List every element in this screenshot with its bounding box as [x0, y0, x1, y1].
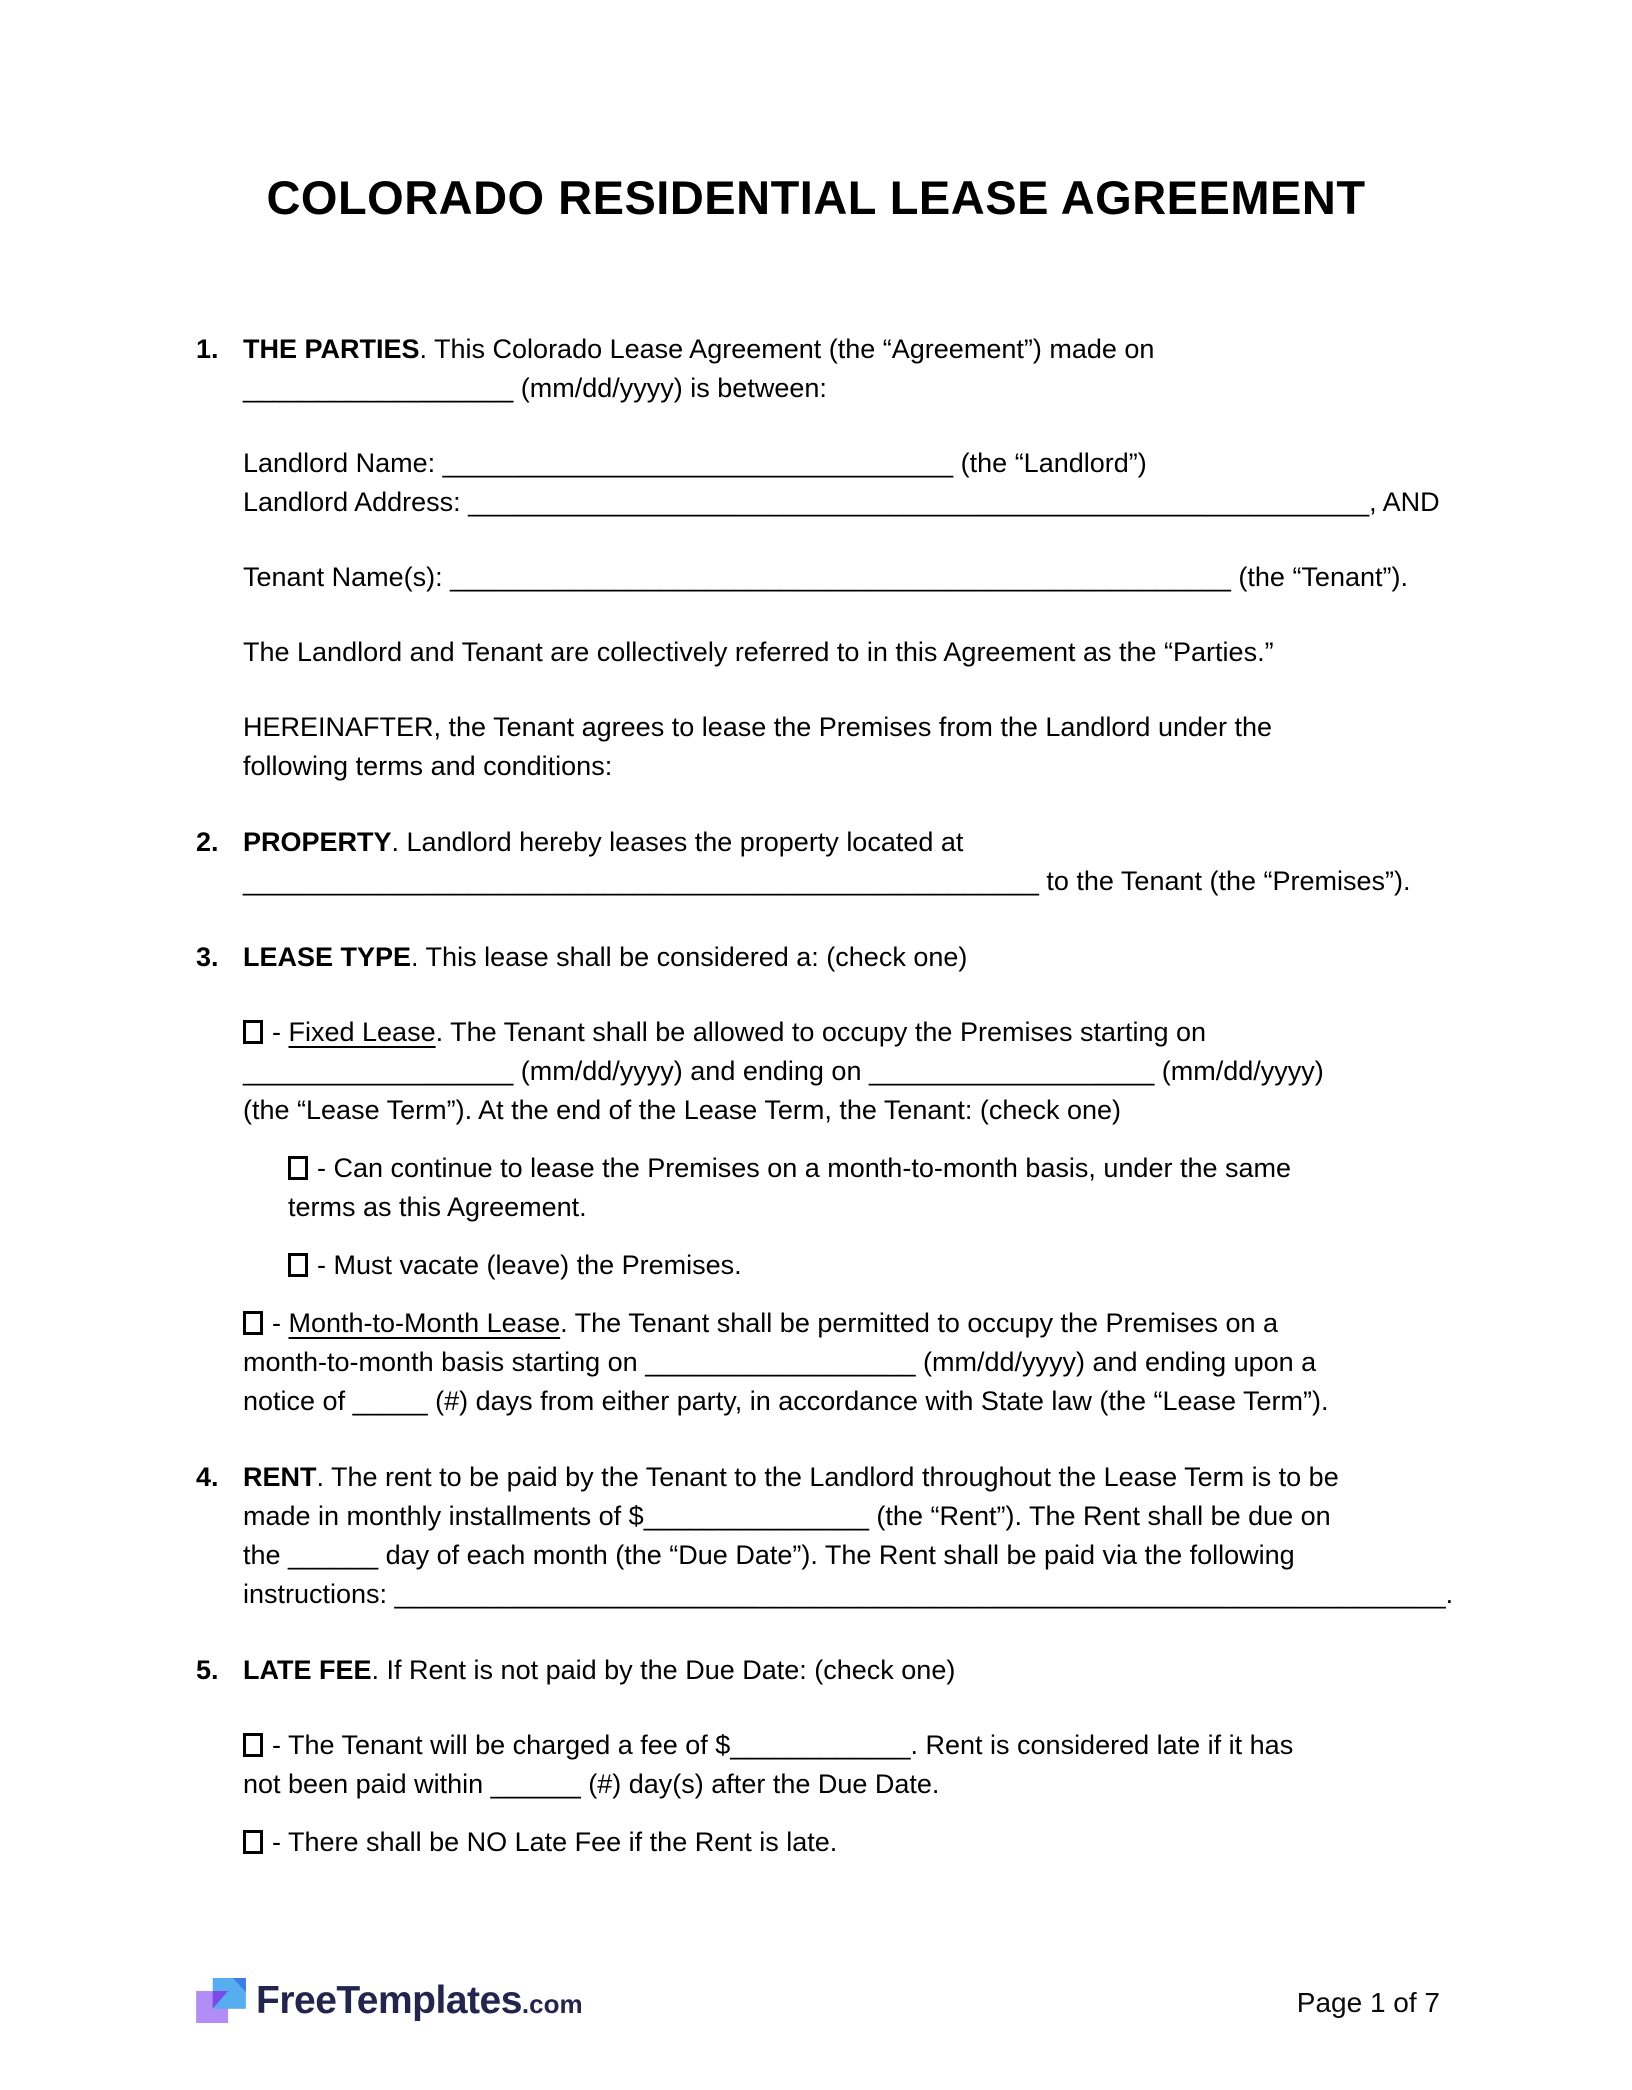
section-number: 3. [196, 942, 219, 972]
lease-type-intro-text: . This lease shall be considered a: (check one) [411, 942, 968, 972]
parties-date-blank: __________________ (mm/dd/yyyy) is between: [243, 373, 827, 403]
parties-intro-line [243, 330, 1440, 369]
section-number: 1. [196, 334, 219, 364]
option-continue-text: - Can continue to lease the Premises on a month-to-month basis, under the same [317, 1153, 1292, 1183]
section-rent [196, 1458, 1454, 1614]
lease-type-intro-line [243, 938, 1436, 977]
checkbox-month-to-month-lease[interactable] [243, 1311, 263, 1335]
dash: - [272, 1308, 289, 1338]
section-property [196, 823, 1436, 901]
option-continue-line-2: terms as this Agreement. [288, 1192, 587, 1222]
month-to-month-line-3: notice of _____ (#) days from either party, in accordance with State law (the “Lease Term”). [243, 1386, 1329, 1416]
late-fee-charged-text: - The Tenant will be charged a fee of $____________. Rent is considered late if it has [272, 1730, 1294, 1760]
document-body [0, 330, 1632, 1862]
late-fee-intro-text: . If Rent is not paid by the Due Date: (check one) [371, 1655, 956, 1685]
month-to-month-option [243, 1304, 1436, 1343]
property-intro-text: . Landlord hereby leases the property located at [391, 827, 964, 857]
tenant-name-blank: Tenant Name(s): ____________________________________________________ (the “Tenant”). [243, 562, 1408, 592]
page-footer [196, 1972, 1440, 2027]
rent-instructions-blank: instructions: ______________________________________________________________________. [243, 1579, 1454, 1609]
landlord-address-blank: Landlord Address: ____________________________________________________________, AND [243, 487, 1440, 517]
fixed-lease-text: . The Tenant shall be allowed to occupy the Premises starting on [435, 1017, 1207, 1047]
checkbox-no-late-fee[interactable] [243, 1830, 263, 1854]
rent-amount-blank: made in monthly installments of $_______________ (the “Rent”). The Rent shall be due on [243, 1501, 1331, 1531]
month-to-month-line-2: month-to-month basis starting on __________________ (mm/dd/yyyy) and ending upon a [243, 1347, 1317, 1377]
section-number: 4. [196, 1462, 219, 1492]
freetemplates-logo [196, 1972, 583, 2027]
checkbox-continue-month-to-month[interactable] [288, 1156, 308, 1180]
dash: - [272, 1017, 289, 1047]
checkbox-must-vacate[interactable] [288, 1253, 308, 1277]
property-intro-line [243, 823, 1436, 862]
late-fee-intro-line [243, 1651, 1436, 1690]
late-fee-charged-line-2: not been paid within ______ (#) day(s) after the Due Date. [243, 1769, 940, 1799]
section-parties [196, 330, 1440, 786]
fixed-lease-term-line: (the “Lease Term”). At the end of the Lease Term, the Tenant: (check one) [243, 1095, 1122, 1125]
section-heading: THE PARTIES [243, 334, 420, 364]
fixed-lease-option [243, 1013, 1436, 1052]
section-lease-type [196, 938, 1436, 1421]
fixed-lease-dates-blank: __________________ (mm/dd/yyyy) and ending on ___________________ (mm/dd/yyyy) [243, 1056, 1324, 1086]
option-vacate-text: - Must vacate (leave) the Premises. [317, 1250, 742, 1280]
late-fee-charged-line-1 [243, 1726, 1436, 1765]
section-heading: PROPERTY [243, 827, 392, 857]
hereinafter-line-1: HEREINAFTER, the Tenant agrees to lease the Premises from the Landlord under the [243, 712, 1273, 742]
hereinafter-line-2: following terms and conditions: [243, 751, 613, 781]
landlord-name-blank: Landlord Name: __________________________________ (the “Landlord”) [243, 448, 1147, 478]
rent-intro-line [243, 1458, 1453, 1497]
brand-name: FreeTemplates [256, 1979, 522, 2022]
checkbox-late-fee-charged[interactable] [243, 1733, 263, 1757]
parties-collective-line: The Landlord and Tenant are collectively referred to in this Agreement as the “Parties.” [243, 637, 1274, 667]
checkbox-fixed-lease[interactable] [243, 1020, 263, 1044]
option-vacate-line [288, 1246, 1436, 1285]
brand-suffix: .com [521, 1989, 583, 2019]
fixed-lease-label: Fixed Lease [288, 1017, 436, 1047]
month-to-month-label: Month-to-Month Lease [288, 1308, 561, 1338]
freetemplates-logo-icon [196, 1978, 246, 2023]
parties-intro-text: . This Colorado Lease Agreement (the “Agreement”) made on [419, 334, 1155, 364]
section-heading: LEASE TYPE [243, 942, 412, 972]
rent-due-date-blank: the ______ day of each month (the “Due Date”). The Rent shall be paid via the following [243, 1540, 1295, 1570]
no-late-fee-text: - There shall be NO Late Fee if the Rent is late. [272, 1827, 838, 1857]
section-late-fee [196, 1651, 1436, 1862]
section-number: 5. [196, 1655, 219, 1685]
section-heading: RENT [243, 1462, 317, 1492]
section-number: 2. [196, 827, 219, 857]
no-late-fee-line [243, 1823, 1436, 1862]
property-address-blank: _____________________________________________________ to the Tenant (the “Premises”). [243, 866, 1411, 896]
rent-intro-text: . The rent to be paid by the Tenant to the Landlord throughout the Lease Term is to be [316, 1462, 1339, 1492]
page-title: COLORADO RESIDENTIAL LEASE AGREEMENT [266, 171, 1366, 224]
option-continue-line-1 [288, 1149, 1436, 1188]
month-to-month-text: . The Tenant shall be permitted to occupy the Premises on a [560, 1308, 1279, 1338]
section-heading: LATE FEE [243, 1655, 372, 1685]
page-number: Page 1 of 7 [1296, 1987, 1440, 2018]
freetemplates-logo-text [256, 1978, 583, 2027]
